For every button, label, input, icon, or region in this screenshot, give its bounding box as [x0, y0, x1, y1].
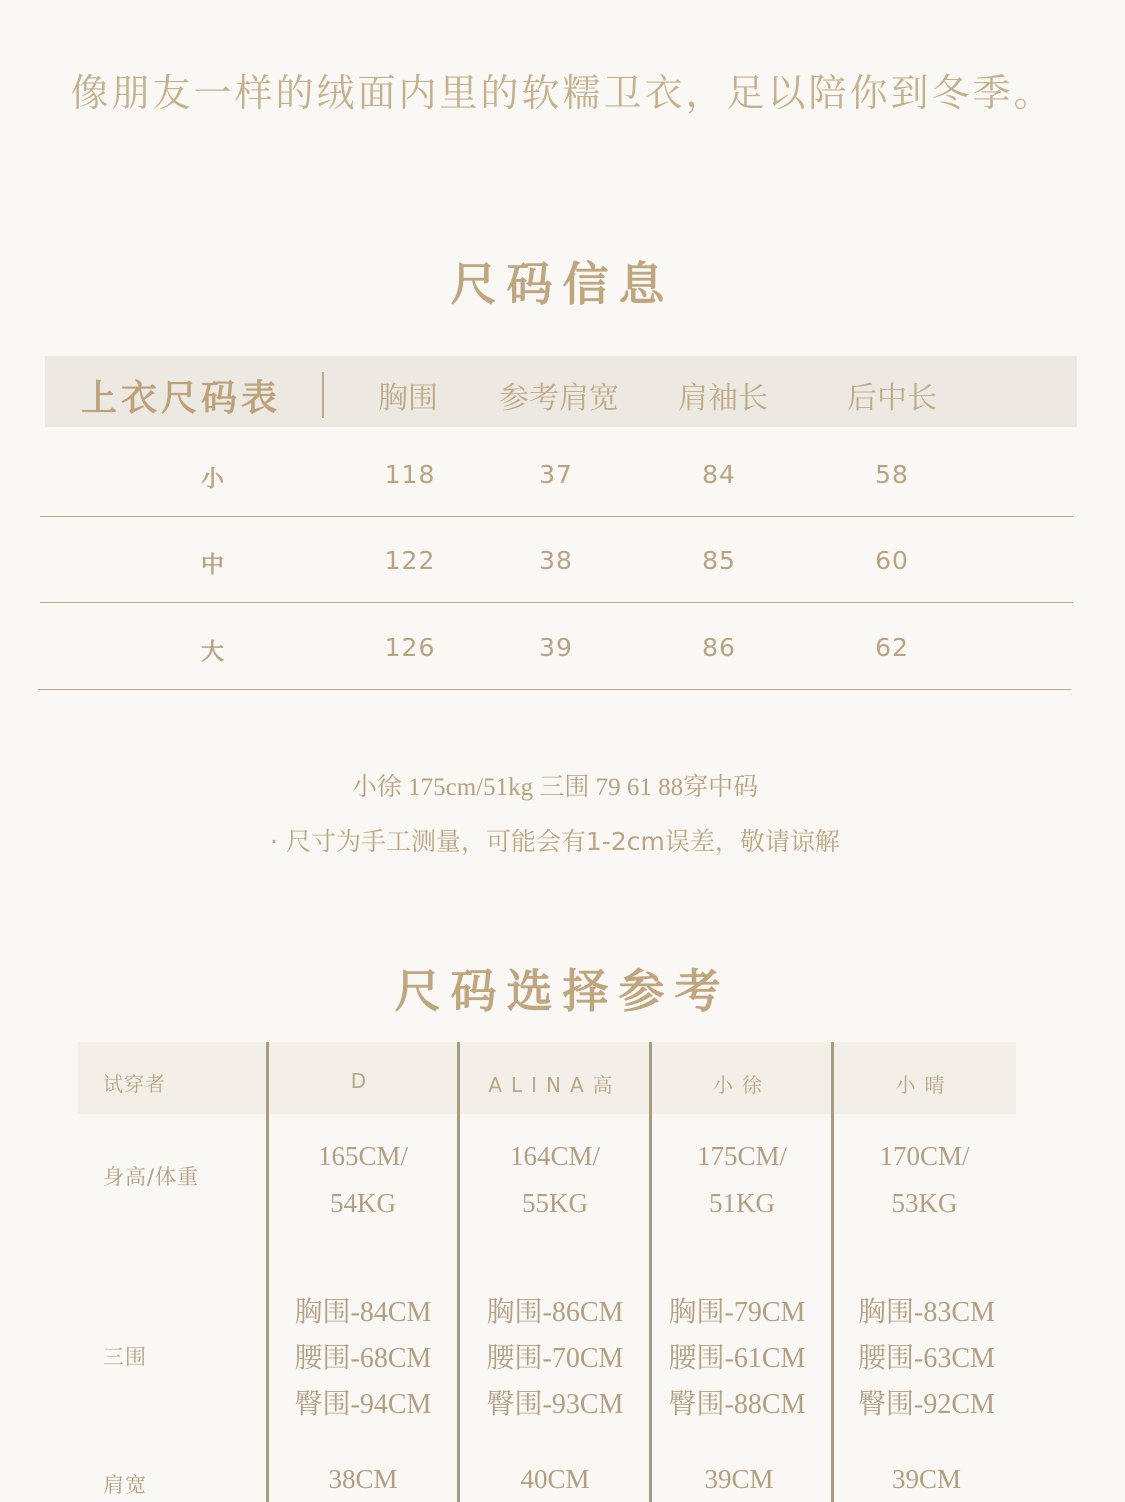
column-header-back-length: 后中长: [847, 381, 937, 416]
tester-weight: 54KG: [330, 1188, 396, 1218]
tester-height: 175CM/: [696, 1141, 788, 1171]
tester-weight: 55KG: [522, 1188, 588, 1218]
tester-height: 165CM/: [317, 1141, 409, 1171]
tester-height: 164CM/: [509, 1141, 601, 1171]
table-row: [38, 603, 1071, 690]
size-value: 86: [702, 633, 736, 662]
tester-measurements: [833, 1290, 1020, 1428]
size-value: 62: [875, 633, 909, 662]
measurement-disclaimer: · 尺寸为手工测量，可能会有1-2cm误差，敬请谅解: [270, 827, 840, 856]
tester-hip: 臀围-92CM: [858, 1389, 995, 1420]
size-value: 39: [539, 633, 573, 662]
size-value: 58: [875, 460, 909, 489]
tester-weight: 53KG: [891, 1188, 958, 1218]
tester-name: 小晴: [895, 1073, 954, 1097]
measurements-row-label: 三围: [103, 1345, 147, 1369]
tester-waist: 腰围-68CM: [294, 1343, 432, 1374]
product-tagline: 像朋友一样的绒面内里的软糯卫衣，足以陪你到冬季。: [70, 71, 1055, 115]
tester-row-label: 试穿者: [103, 1072, 166, 1096]
tester-height-weight: [651, 1133, 833, 1227]
size-value: 38: [539, 546, 573, 575]
model-fit-note: 小徐 175cm/51kg 三围 79 61 88穿中码: [351, 774, 759, 801]
tester-name: ALINA高: [488, 1073, 622, 1097]
column-divider: [457, 1042, 460, 1502]
size-label: 小: [201, 465, 225, 492]
tester-measurements: [459, 1290, 651, 1428]
size-value: 85: [702, 546, 736, 575]
size-value: 37: [539, 460, 573, 489]
tester-shoulder: 40CM: [520, 1464, 590, 1494]
column-header-sleeve-length: 肩袖长: [678, 381, 768, 416]
tester-name: 小徐: [713, 1073, 771, 1097]
tester-height-weight: [459, 1133, 651, 1227]
size-value: 60: [875, 546, 909, 575]
tester-height-weight: [833, 1133, 1016, 1227]
tester-bust: 胸围-86CM: [486, 1297, 624, 1328]
column-divider: [266, 1042, 269, 1502]
tester-name: D: [350, 1069, 376, 1093]
tester-hip: 臀围-93CM: [486, 1389, 624, 1420]
size-table-name: 上衣尺码表: [81, 377, 282, 419]
tester-waist: 腰围-61CM: [668, 1343, 806, 1374]
tester-measurements: [651, 1290, 823, 1428]
size-value: 122: [384, 546, 436, 575]
tester-bust: 胸围-79CM: [668, 1297, 806, 1328]
height-weight-row-label: 身高/体重: [103, 1165, 200, 1189]
tester-hip: 臀围-94CM: [294, 1389, 432, 1420]
shoulder-row-label: 肩宽: [103, 1473, 147, 1497]
size-reference-title: 尺码选择参考: [394, 964, 731, 1018]
tester-waist: 腰围-63CM: [858, 1343, 995, 1374]
table-row: [40, 516, 1073, 603]
tester-height: 170CM/: [879, 1141, 970, 1171]
tester-shoulder: 39CM: [704, 1464, 774, 1494]
tester-height-weight: [268, 1133, 458, 1227]
tester-shoulder: 39CM: [891, 1464, 962, 1494]
size-label: 中: [201, 551, 225, 578]
column-divider: [649, 1042, 652, 1502]
size-value: 84: [702, 460, 736, 489]
tester-measurements: [268, 1290, 458, 1428]
size-label: 大: [201, 638, 225, 665]
tester-waist: 腰围-70CM: [486, 1343, 624, 1374]
tester-bust: 胸围-83CM: [858, 1297, 995, 1328]
column-header-shoulder-width: 参考肩宽: [499, 381, 619, 416]
tester-hip: 臀围-88CM: [668, 1389, 806, 1420]
tester-shoulder: 38CM: [328, 1464, 398, 1494]
column-header-chest: 胸围: [378, 381, 438, 416]
header-divider: [322, 372, 324, 418]
size-value: 118: [384, 460, 436, 489]
table-row: [40, 430, 1073, 517]
tester-weight: 51KG: [709, 1188, 775, 1218]
tester-bust: 胸围-84CM: [294, 1297, 432, 1328]
size-reference-table: [78, 1042, 1016, 1502]
size-info-title: 尺码信息: [450, 257, 675, 311]
size-table-header: [45, 356, 1077, 427]
size-value: 126: [384, 633, 436, 662]
column-divider: [831, 1042, 834, 1502]
